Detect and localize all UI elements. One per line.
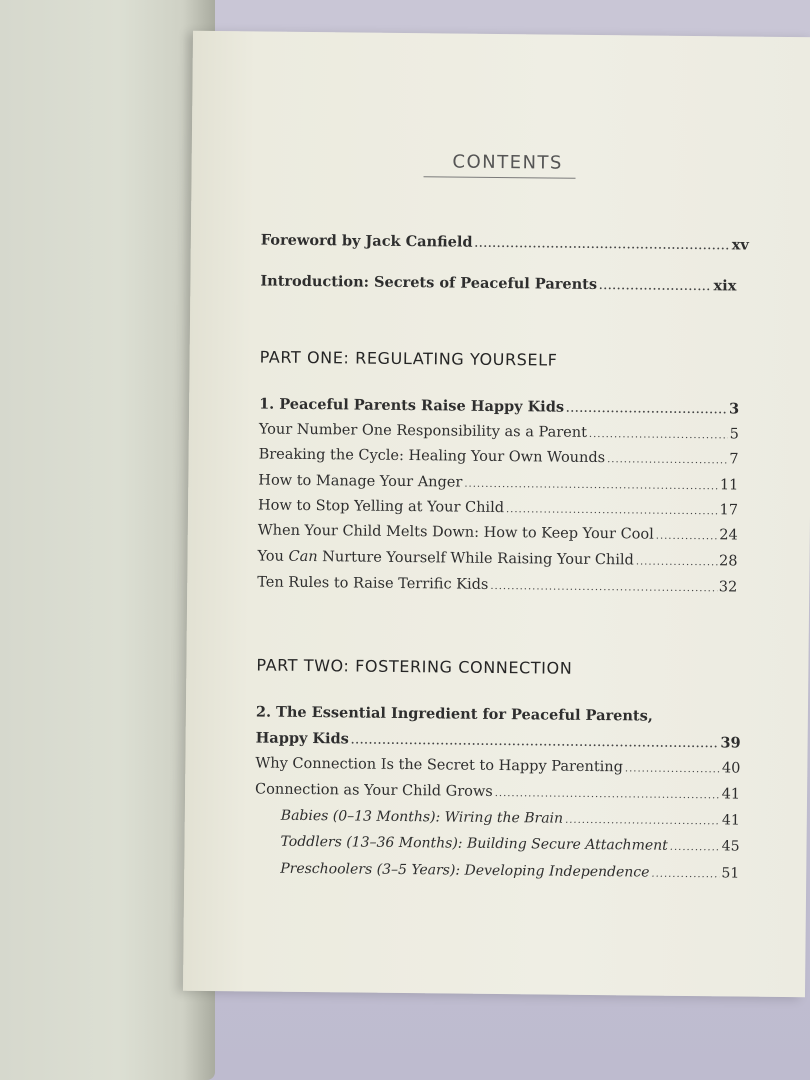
part-one-heading: PART ONE: REGULATING YOURSELF [259, 347, 558, 370]
toc-sub-entry: Toddlers (13–36 Months): Building Secure Attachment ..... 45 [280, 834, 739, 855]
toc-chapter-2-line2: Happy Kids ..... 39 [256, 729, 741, 751]
toc-entry: You Can Nurture Yourself While Raising Your Child ..... 28 [257, 548, 737, 569]
toc-entry: Ten Rules to Raise Terrific Kids ..... 32 [257, 574, 737, 595]
toc-entry: Why Connection Is the Secret to Happy Parenting ..... 40 [255, 755, 740, 776]
toc-chapter-2-line1: 2. The Essential Ingredient for Peaceful Parents, [255, 703, 653, 725]
part-two-heading: PART TWO: FOSTERING CONNECTION [256, 655, 573, 678]
contents-page [183, 31, 810, 997]
toc-entry: How to Manage Your Anger ..... 11 [258, 472, 738, 493]
toc-entry-introduction: Introduction: Secrets of Peaceful Parents ..... xix [260, 272, 736, 294]
toc-entry: Connection as Your Child Grows ..... 41 [255, 781, 740, 802]
toc-entry: When Your Child Melts Down: How to Keep Your Cool ..... 24 [258, 522, 738, 543]
toc-sub-entry: Preschoolers (3–5 Years): Developing Independence ..... 51 [280, 861, 739, 882]
page-title: CONTENTS [452, 151, 564, 174]
toc-sub-entry: Babies (0–13 Months): Wiring the Brain ..... 41 [281, 808, 740, 829]
toc-entry-foreword: Foreword by Jack Canfield ..... xv [261, 231, 749, 253]
toc-chapter-1: 1. Peaceful Parents Raise Happy Kids ..... 3 [259, 395, 739, 417]
toc-entry: How to Stop Yelling at Your Child ..... 17 [258, 497, 738, 518]
title-underline [424, 176, 576, 179]
toc-entry: Breaking the Cycle: Healing Your Own Wounds ..... 7 [259, 446, 739, 467]
toc-entry: Your Number One Responsibility as a Parent ..... 5 [259, 421, 739, 442]
